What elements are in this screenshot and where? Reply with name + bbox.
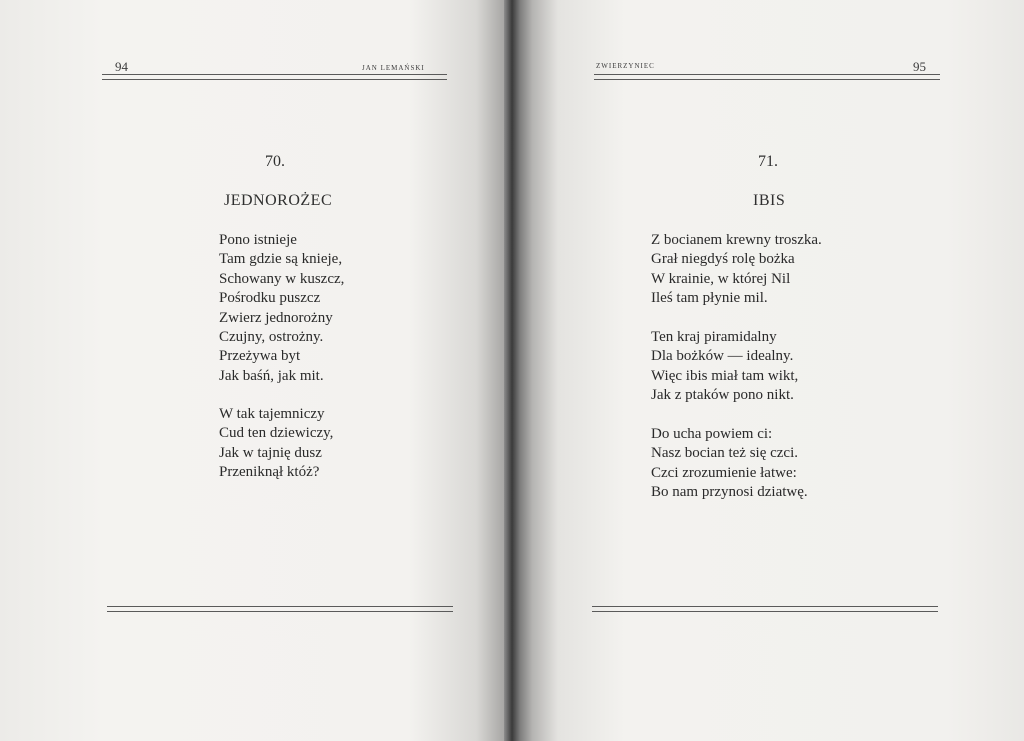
stanza	[651, 328, 798, 406]
verse-line: Pośrodku puszcz	[219, 290, 321, 307]
verse-line: Jak w tajnię dusz	[219, 444, 322, 461]
verse-line: Cud ten dziewiczy,	[219, 425, 334, 442]
verse-line: Przeniknął któż?	[219, 464, 320, 481]
verse-line: Do ucha powiem ci:	[651, 426, 773, 442]
running-head: ZWIERZYNIEC	[596, 62, 655, 70]
verse-line: W tak tajemniczy	[219, 406, 325, 422]
running-head: JAN LEMAŃSKI	[362, 64, 425, 72]
header-rule	[594, 74, 940, 80]
verse-line: Jak baśń, jak mit.	[219, 367, 324, 384]
verse-line: Pono istnieje	[219, 232, 297, 248]
book-spine	[504, 0, 520, 741]
stanza	[219, 231, 344, 386]
verse-line: W krainie, w której Nil	[651, 270, 791, 287]
verse-line: Więc ibis miał tam wikt,	[651, 367, 799, 384]
verse-line: Nasz bocian też się czci.	[651, 445, 799, 462]
right-page	[512, 0, 1024, 741]
stanza	[219, 405, 333, 483]
verse-line: Grał niegdyś rolę bożka	[651, 251, 795, 268]
verse-line: Dla bożków — idealny.	[651, 348, 794, 365]
verse-line: Czci zrozumienie łatwe:	[651, 464, 797, 481]
footer-rule	[592, 606, 938, 612]
poem-number: 70.	[265, 153, 285, 170]
page-number: 95	[913, 59, 926, 74]
verse-line: Czujny, ostrożny.	[219, 329, 324, 346]
verse-line: Ileś tam płynie mil.	[651, 290, 768, 307]
poem-number: 71.	[758, 153, 778, 170]
verse-line: Schowany w kuszcz,	[219, 270, 345, 287]
verse-line: Bo nam przynosi dziatwę.	[651, 484, 808, 501]
header-rule	[102, 74, 447, 80]
poem-title: JEDNOROŻEC	[224, 192, 333, 209]
poem-title: IBIS	[753, 192, 786, 209]
verse-line: Przeżywa byt	[219, 348, 301, 365]
stanza	[651, 231, 822, 309]
verse-line: Jak z ptaków pono nikt.	[651, 387, 794, 404]
stanza	[651, 425, 808, 503]
verse-line: Ten kraj piramidalny	[651, 329, 777, 345]
verse-line: Zwierz jednorożny	[219, 309, 333, 326]
page-number: 94	[115, 59, 128, 74]
verse-line: Z bocianem krewny troszka.	[651, 232, 822, 248]
verse-line: Tam gdzie są knieje,	[219, 251, 343, 268]
footer-rule	[107, 606, 453, 612]
